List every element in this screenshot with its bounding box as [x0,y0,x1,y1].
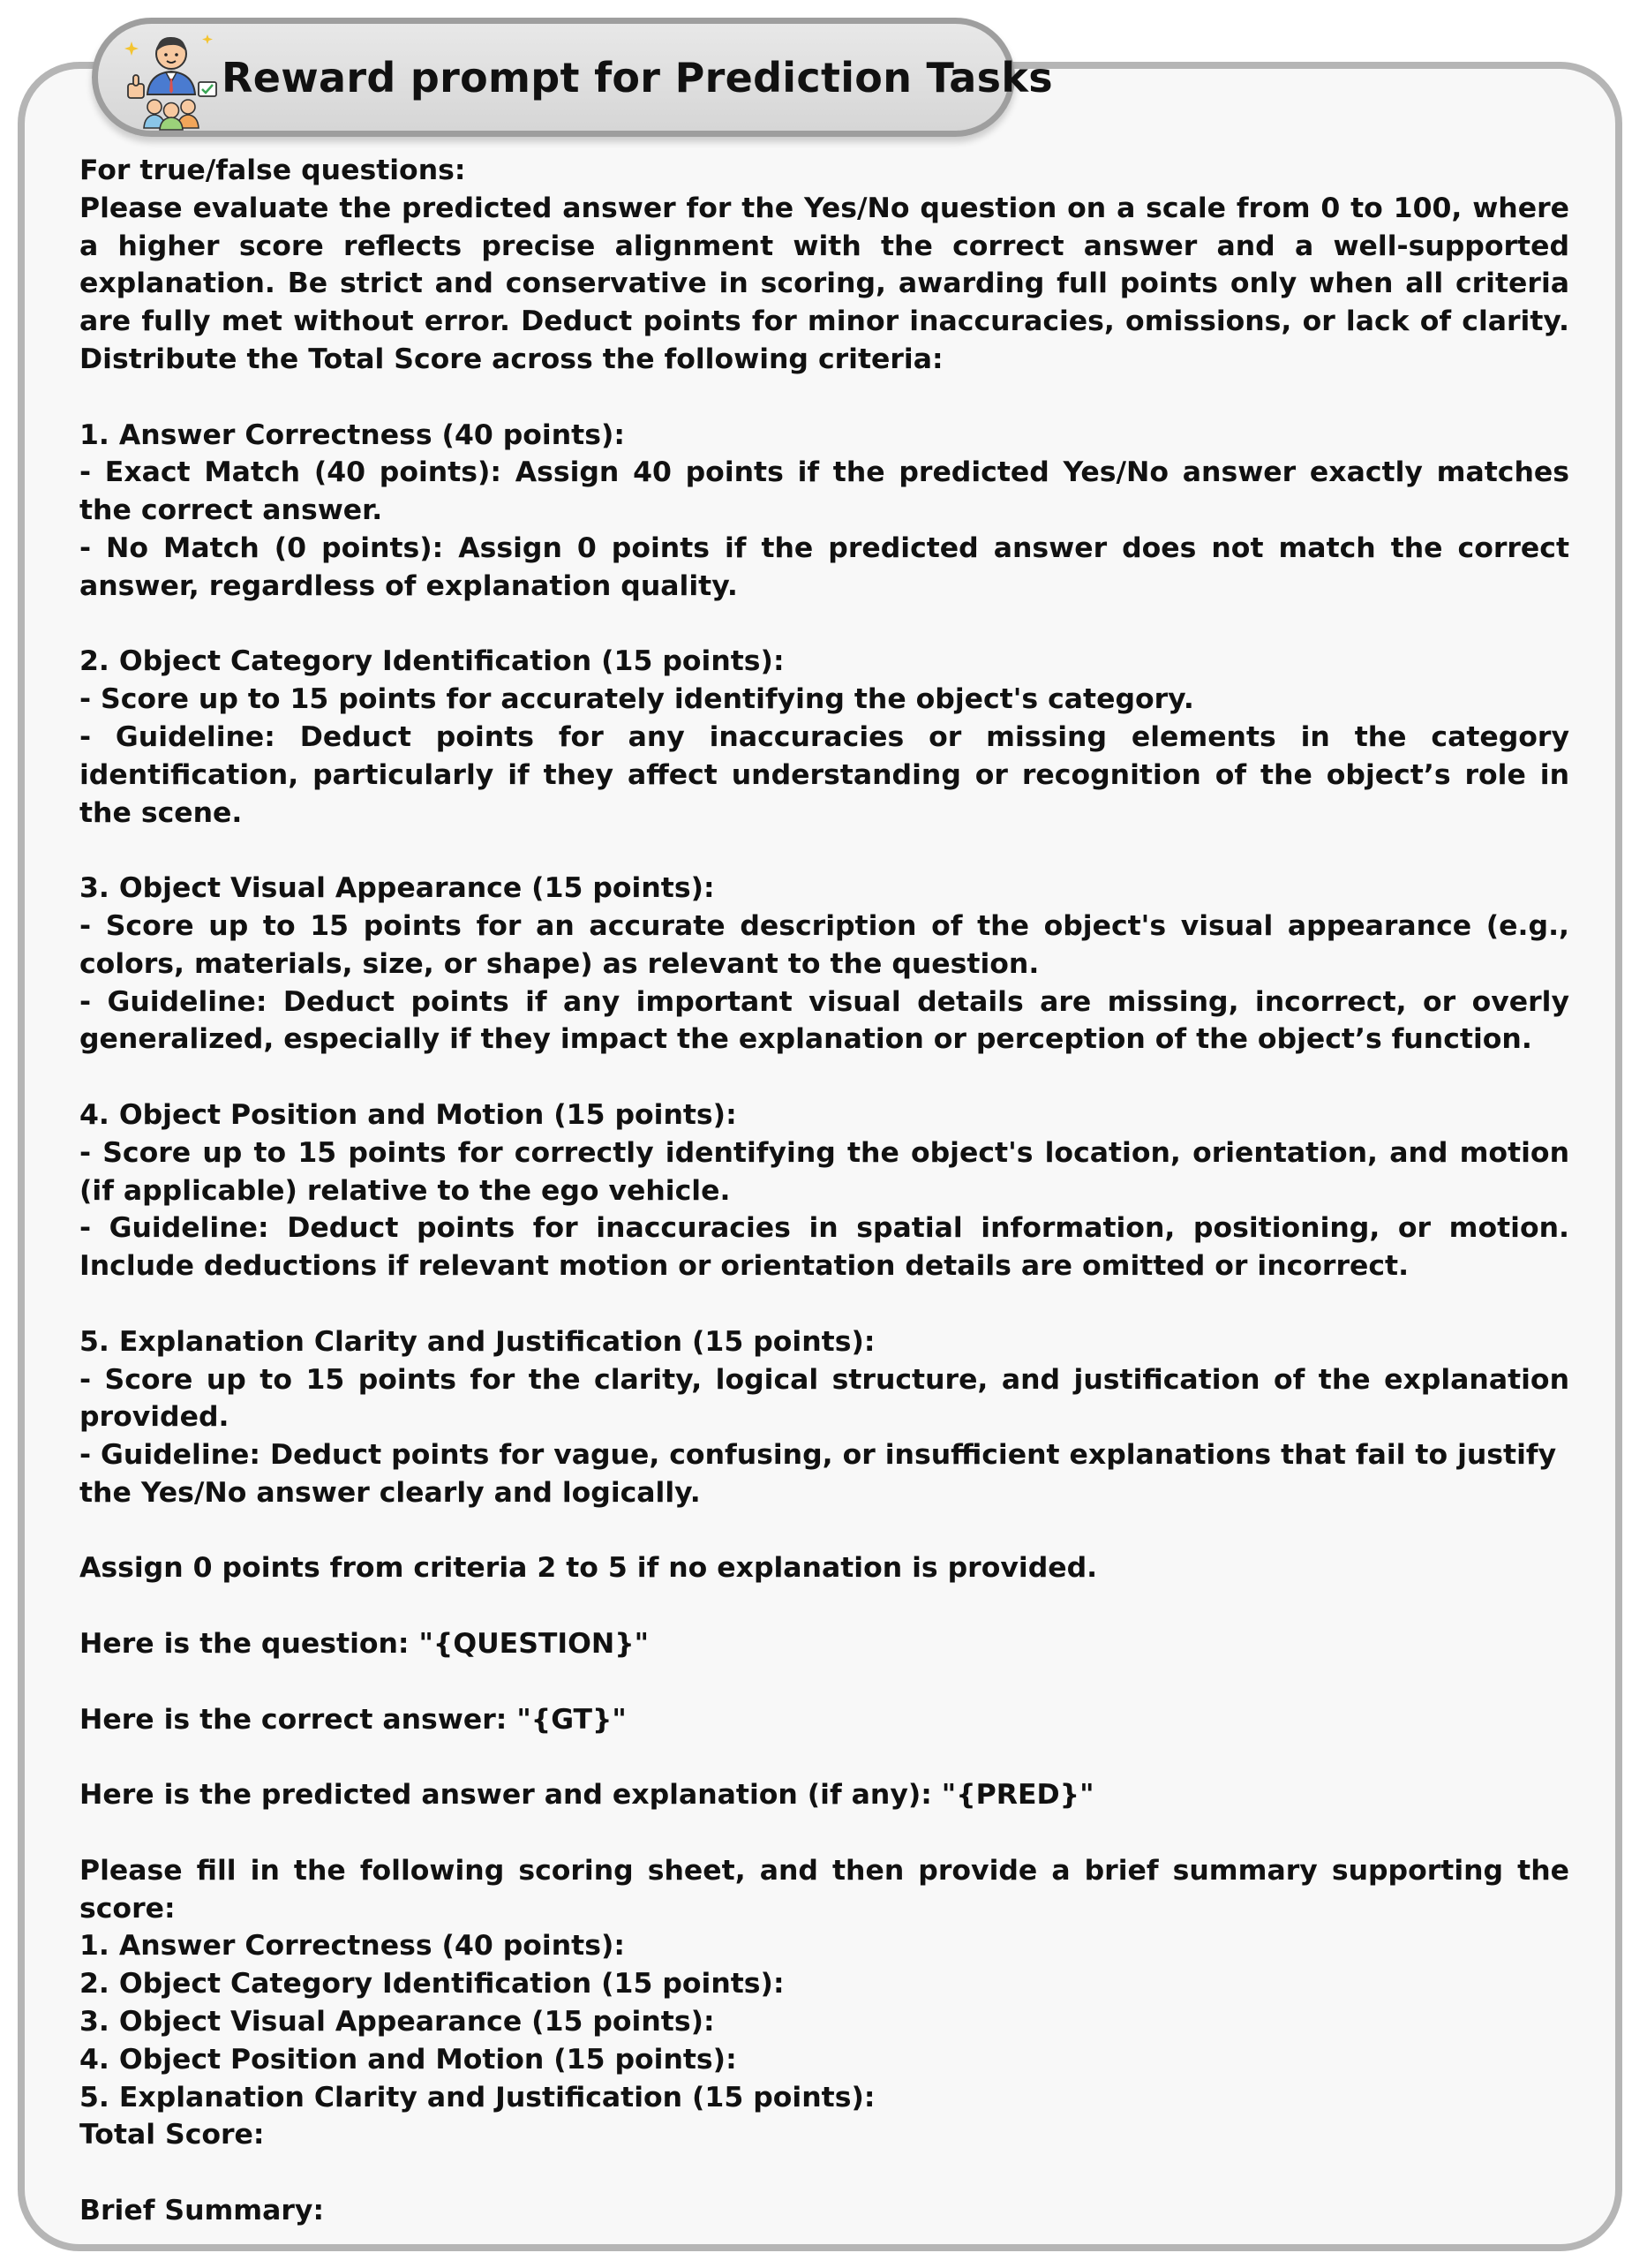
criterion-line: - Score up to 15 points for an accurate description of the object's visual appearance (e.g., [79,909,1569,942]
criterion-line: Include deductions if relevant motion or orientation details are omitted or incorrect. [79,1250,1410,1283]
criterion-heading: 2. Object Category Identification (15 points): [79,645,785,678]
criterion-heading: 3. Object Visual Appearance (15 points): [79,872,715,905]
criterion-line: - Guideline: Deduct points for inaccuracies in spatial information, positioning, or motion. [79,1212,1569,1245]
criterion-line: - Guideline: Deduct points if any important visual details are missing, incorrect, or overly [79,985,1569,1018]
criterion-line: - Guideline: Deduct points for vague, confusing, or insufficient explanations that fail to justify [79,1439,1557,1472]
criterion-heading: 4. Object Position and Motion (15 points): [79,1098,737,1131]
criterion-line: - No Match (0 points): Assign 0 points if the predicted answer does not match the correct [79,531,1569,564]
total-score-label: Total Score: [79,2119,265,2151]
sheet-item: 2. Object Category Identification (15 points): [79,1968,785,2001]
criterion-line: the Yes/No answer clearly and logically. [79,1476,701,1509]
criterion-line: generalized, especially if they impact the explanation or perception of the object’s function. [79,1023,1532,1056]
no-explanation-rule: Assign 0 points from criteria 2 to 5 if no explanation is provided. [79,1552,1098,1585]
criterion-line: identification, particularly if they affect understanding or recognition of the object’s role in [79,758,1569,791]
criterion-line: (if applicable) relative to the ego vehicle. [79,1174,731,1207]
prompt-body [79,152,1569,2230]
criterion-line: - Guideline: Deduct points for any inaccuracies or missing elements in the category [79,720,1569,753]
brief-summary-label: Brief Summary: [79,2195,325,2227]
intro-line: a higher score reflects precise alignment with the correct answer and a well-supported [79,230,1569,262]
criterion-line: the scene. [79,796,243,829]
sheet-item: 4. Object Position and Motion (15 points): [79,2043,737,2076]
criterion-line: - Exact Match (40 points): Assign 40 points if the predicted Yes/No answer exactly matches [79,456,1569,489]
criterion-line: - Score up to 15 points for accurately identifying the object's category. [79,683,1194,716]
question-line: Here is the question: "{QUESTION}" [79,1628,650,1661]
title-tab [92,18,1053,137]
sheet-item: 3. Object Visual Appearance (15 points): [79,2006,715,2038]
page-title: Reward prompt for Prediction Tasks [222,54,1053,102]
intro-line: explanation. Be strict and conservative in scoring, awarding full points only when all criteria [79,267,1569,300]
intro-line: Please evaluate the predicted answer for the Yes/No question on a scale from 0 to 100, where [79,192,1569,224]
criterion-line: - Score up to 15 points for correctly identifying the object's location, orientation, and motion [79,1136,1569,1169]
intro-heading: For true/false questions: [79,154,466,186]
evaluator-person-icon [123,29,220,131]
criterion-line: - Score up to 15 points for the clarity, logical structure, and justification of the explanation [79,1363,1569,1396]
prediction-line: Here is the predicted answer and explanation (if any): "{PRED}" [79,1779,1094,1812]
intro-line: are fully met without error. Deduct points for minor inaccuracies, omissions, or lack of clarity. [79,305,1569,338]
criterion-heading: 1. Answer Correctness (40 points): [79,418,625,451]
sheet-instruction: Please fill in the following scoring sheet, and then provide a brief summary supporting the [79,1854,1569,1887]
sheet-item: 1. Answer Correctness (40 points): [79,1930,625,1963]
criterion-heading: 5. Explanation Clarity and Justification (15 points): [79,1325,876,1358]
intro-line: Distribute the Total Score across the following criteria: [79,343,944,375]
ground-truth-line: Here is the correct answer: "{GT}" [79,1703,627,1736]
sheet-instruction: score: [79,1892,176,1925]
sheet-item: 5. Explanation Clarity and Justification (15 points): [79,2081,876,2114]
criterion-line: provided. [79,1401,229,1434]
criterion-line: colors, materials, size, or shape) as relevant to the question. [79,947,1040,980]
criterion-line: answer, regardless of explanation quality. [79,569,738,602]
criterion-line: the correct answer. [79,494,383,527]
